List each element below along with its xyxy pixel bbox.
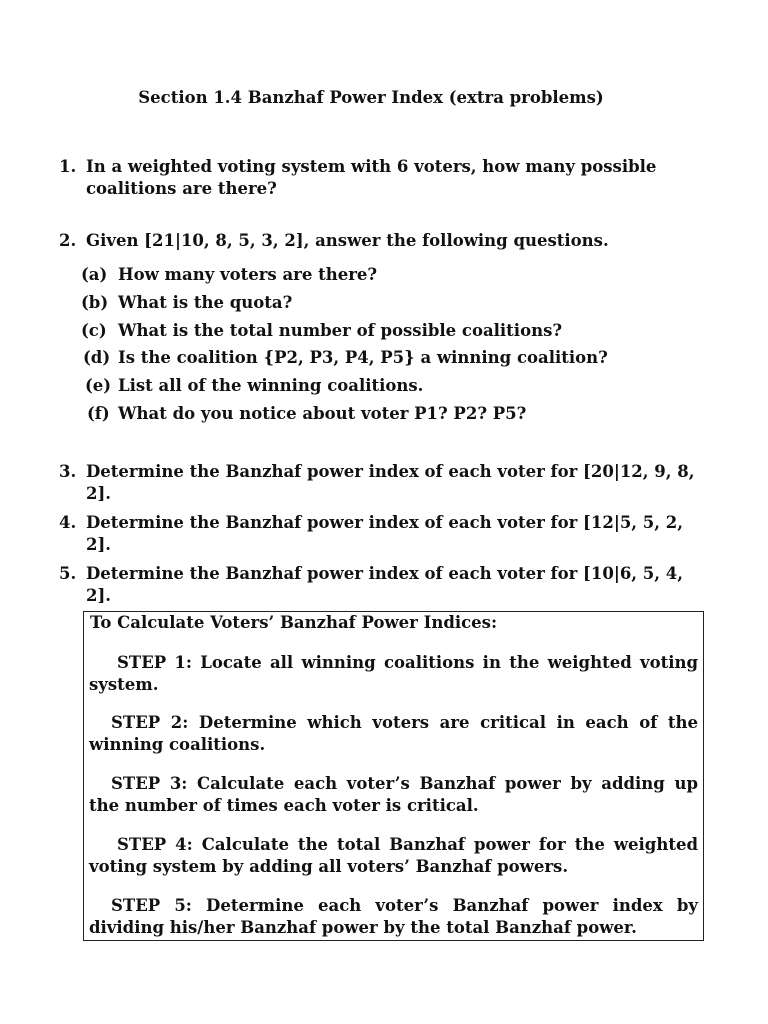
step-1: STEP 1: Locate all winning coalitions in the weighted voting system. [89, 653, 698, 694]
problem-5 [59, 563, 709, 607]
problem-2-subquestions [81, 264, 641, 431]
steps-box [83, 611, 704, 941]
subquestion-b [81, 292, 641, 320]
subquestion-text: What do you notice about voter P1? P2? P5? [118, 403, 527, 423]
problem-number: 1. [59, 157, 77, 176]
subquestion-c [81, 320, 641, 348]
problem-number: 2. [59, 231, 77, 250]
steps-box-heading: To Calculate Voters’ Banzhaf Power Indices: [90, 613, 498, 632]
problem-3 [59, 461, 709, 505]
subquestion-text: What is the total number of possible coalitions? [118, 320, 563, 340]
subquestion-text: Is the coalition {P2, P3, P4, P5} a winning coalition? [118, 348, 608, 368]
subquestion-label: (f) [87, 403, 110, 423]
problem-text: Determine the Banzhaf power index of each voter for [20|12, 9, 8, 2]. [86, 462, 695, 503]
subquestion-text: How many voters are there? [118, 265, 378, 284]
subquestion-e [81, 375, 641, 403]
subquestion-text: List all of the winning coalitions. [118, 376, 424, 396]
problem-text: Determine the Banzhaf power index of each voter for [10|6, 5, 4, 2]. [86, 564, 683, 605]
problem-number: 3. [59, 462, 77, 481]
problem-4 [59, 512, 709, 556]
step-3: STEP 3: Calculate each voter’s Banzhaf power by adding up the number of times each voter is critical. [89, 774, 698, 815]
problem-text: In a weighted voting system with 6 voters, how many possible coalitions are there? [86, 157, 657, 198]
problem-text: Determine the Banzhaf power index of each voter for [12|5, 5, 2, 2]. [86, 513, 683, 554]
problem-number: 4. [59, 513, 77, 532]
subquestion-label: (a) [81, 265, 108, 284]
subquestion-label: (d) [83, 348, 111, 368]
problem-number: 5. [59, 564, 77, 583]
subquestion-d [81, 347, 641, 375]
step-2: STEP 2: Determine which voters are critical in each of the winning coalitions. [89, 713, 698, 754]
subquestion-f [81, 403, 641, 431]
page-title: Section 1.4 Banzhaf Power Index (extra problems) [138, 88, 604, 107]
subquestion-a [81, 264, 641, 292]
subquestion-label: (b) [81, 292, 109, 312]
step-4: STEP 4: Calculate the total Banzhaf power for the weighted voting system by adding all voters’ Banzhaf powers. [89, 835, 698, 876]
step-5: STEP 5: Determine each voter’s Banzhaf power index by dividing his/her Banzhaf power by the total Banzhaf power. [89, 896, 698, 937]
subquestion-text: What is the quota? [118, 292, 293, 312]
problem-1 [59, 156, 709, 200]
problem-text: Given [21|10, 8, 5, 3, 2], answer the following questions. [86, 231, 609, 250]
problem-2 [59, 230, 709, 252]
subquestion-label: (c) [81, 320, 107, 340]
subquestion-label: (e) [85, 376, 112, 396]
